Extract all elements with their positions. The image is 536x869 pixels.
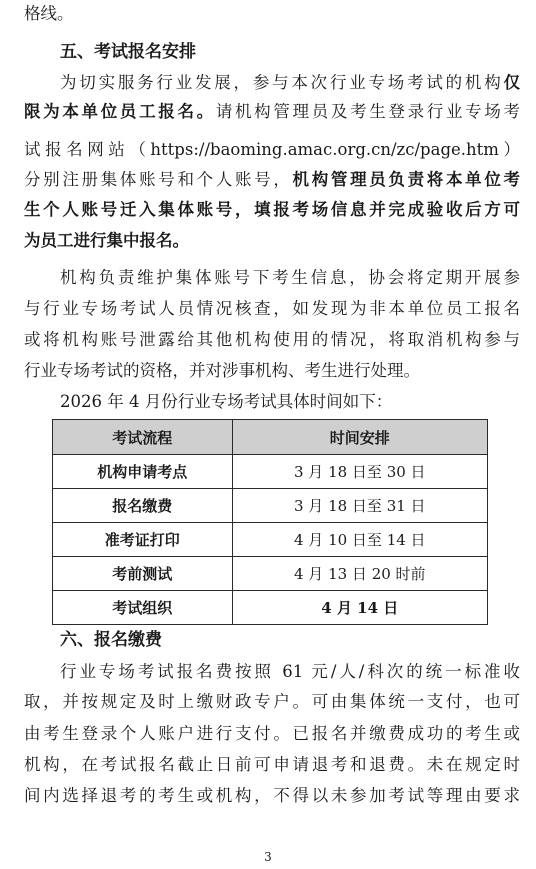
s6-p1-line5: 间内选择退考的考生或机构，不得以未参加考试等理由要求 (24, 786, 520, 805)
s5-p1-line1: 为切实服务行业发展，参与本次行业专场考试的机构仅 (60, 73, 520, 92)
table-cell: 4 月 14 日 (232, 591, 487, 625)
table-row (53, 591, 488, 625)
table-row (53, 455, 488, 489)
table-row (53, 489, 488, 523)
s5-p2-line1: 机构负责维护集体账号下考生信息，协会将定期开展参 (60, 268, 520, 287)
s5-p1-line2: 限为本单位员工报名。请机构管理员及考生登录行业专场考 (24, 102, 521, 121)
page-number: 3 (264, 850, 272, 864)
table-cell: 4 月 13 日 20 时前 (232, 557, 487, 591)
s6-p1-line2: 取，并按规定及时上缴财政专户。可由集体统一支付，也可 (24, 692, 520, 711)
s5-p2-line3: 或将机构账号泄露给其他机构使用的情况，将取消机构参与 (24, 330, 520, 349)
table-row (53, 523, 488, 557)
s5-p2-line2: 与行业专场考试人员情况核查，如发现为非本单位员工报名 (24, 299, 520, 318)
s5-p1-line4: 分别注册集体账号和个人账号，机构管理员负责将本单位考 (24, 170, 521, 189)
table-cell: 3 月 18 日至 31 日 (232, 489, 487, 523)
table-header-cell: 时间安排 (232, 420, 487, 455)
s6-p1-line4: 机构，在考试报名截止日前可申请退考和退费。未在规定时 (24, 755, 520, 774)
table-cell: 考试组织 (53, 591, 233, 625)
table-header-row (53, 420, 488, 455)
schedule-table (52, 419, 488, 625)
s5-p1-line5: 生个人账号迁入集体账号，填报考场信息并完成验收后方可 (24, 200, 520, 219)
section6-heading: 六、报名缴费 (60, 630, 162, 650)
table-row (53, 557, 488, 591)
table-cell: 准考证打印 (53, 523, 233, 557)
table-cell: 4 月 10 日至 14 日 (232, 523, 487, 557)
top-fragment: 格线。 (24, 4, 74, 23)
s5-p1-line3: 试报名网站（https://baoming.amac.org.cn/zc/page.htm） (24, 140, 520, 159)
table-intro: 2026 年 4 月份行业专场考试具体时间如下： (60, 392, 393, 411)
table-cell: 机构申请考点 (53, 455, 233, 489)
table-cell: 报名缴费 (53, 489, 233, 523)
s5-p2-line4: 行业专场考试的资格，并对涉事机构、考生进行处理。 (24, 361, 420, 380)
s6-p1-line1: 行业专场考试报名费按照 61 元/人/科次的统一标准收 (60, 662, 520, 681)
s6-p1-line3: 由考生登录个人账户进行支付。已报名并缴费成功的考生或 (24, 724, 520, 743)
section5-heading: 五、考试报名安排 (60, 42, 196, 62)
table-cell: 考前测试 (53, 557, 233, 591)
table-cell: 3 月 18 日至 30 日 (232, 455, 487, 489)
s5-p1-line6: 为员工进行集中报名。 (24, 231, 189, 250)
table-header-cell: 考试流程 (53, 420, 233, 455)
